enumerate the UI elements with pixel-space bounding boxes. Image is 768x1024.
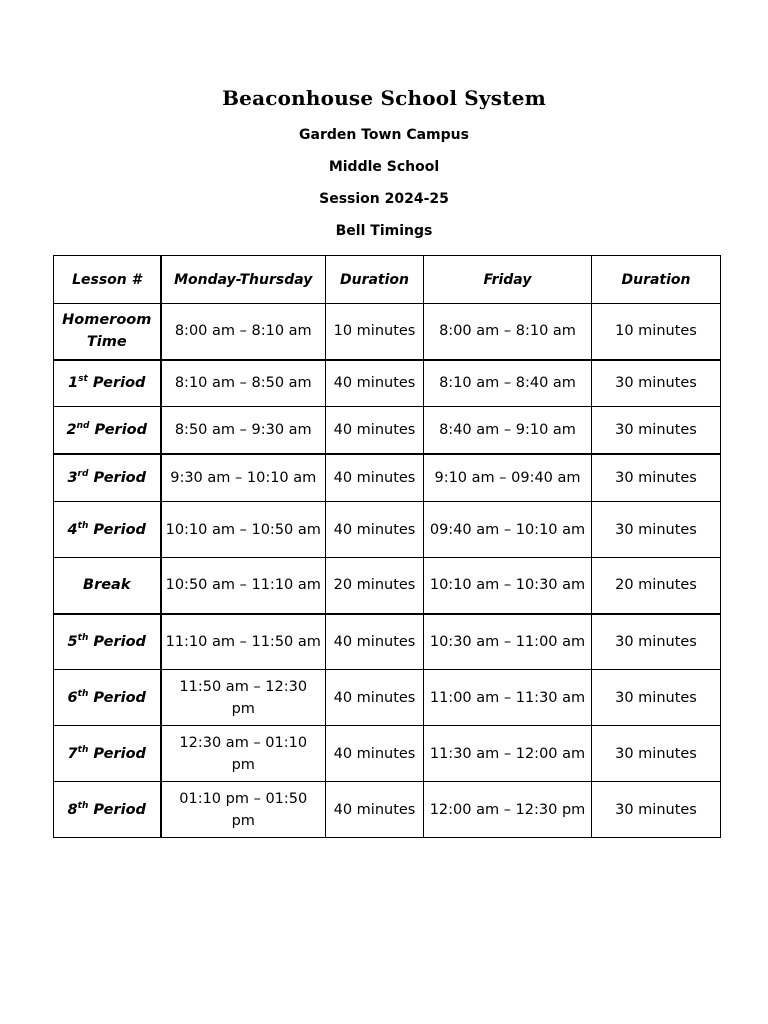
friday-duration-cell: 30 minutes [592, 407, 721, 454]
table-row [54, 454, 721, 502]
friday-duration-cell: 30 minutes [592, 454, 721, 502]
lesson-label: Homeroom Time [62, 312, 152, 351]
friday-duration-cell: 10 minutes [592, 304, 721, 360]
monday-thursday-time-cell: 11:10 am – 11:50 am [161, 614, 326, 670]
monday-thursday-time-cell: 8:00 am – 8:10 am [161, 304, 326, 360]
weekday-duration-cell: 40 minutes [326, 614, 424, 670]
weekday-duration-cell: 40 minutes [326, 407, 424, 454]
table-row [54, 726, 721, 782]
lesson-label: 2 [66, 421, 77, 438]
lesson-period-word: Period [88, 469, 147, 486]
table-row [54, 360, 721, 407]
weekday-duration-cell: 10 minutes [326, 304, 424, 360]
lesson-cell [54, 407, 161, 454]
table-row [54, 614, 721, 670]
lesson-label: Break [83, 577, 131, 594]
lesson-period-word: Period [88, 801, 146, 818]
lesson-label: 3 [67, 469, 78, 486]
lesson-cell [54, 558, 161, 614]
lesson-period-word: Period [88, 633, 146, 650]
lesson-period-word: Period [88, 521, 146, 538]
lesson-ordinal-suffix: th [77, 632, 89, 643]
table-row [54, 502, 721, 558]
weekday-duration-cell: 40 minutes [326, 360, 424, 407]
monday-thursday-time-cell: 11:50 am – 12:30 pm [161, 670, 326, 726]
friday-time-cell: 10:30 am – 11:00 am [424, 614, 592, 670]
friday-duration-cell: 20 minutes [592, 558, 721, 614]
friday-time-cell: 8:00 am – 8:10 am [424, 304, 592, 360]
friday-duration-cell: 30 minutes [592, 614, 721, 670]
school-name: Beaconhouse School System [222, 86, 546, 110]
document-title: Bell Timings [335, 223, 433, 239]
friday-duration-cell: 30 minutes [592, 726, 721, 782]
lesson-ordinal-suffix: nd [76, 420, 90, 431]
column-header-lesson: Lesson # [54, 256, 161, 304]
friday-time-cell: 11:00 am – 11:30 am [424, 670, 592, 726]
bell-timings-table [53, 255, 721, 838]
monday-thursday-time-cell: 10:10 am – 10:50 am [161, 502, 326, 558]
lesson-period-word: Period [88, 689, 146, 706]
lesson-label: 7 [67, 745, 78, 762]
lesson-ordinal-suffix: th [77, 688, 89, 699]
lesson-cell [54, 360, 161, 407]
table-row [54, 670, 721, 726]
monday-thursday-time-cell: 8:10 am – 8:50 am [161, 360, 326, 407]
table-row [54, 304, 721, 360]
lesson-ordinal-suffix: st [78, 374, 88, 385]
lesson-ordinal-suffix: th [77, 744, 89, 755]
weekday-duration-cell: 40 minutes [326, 670, 424, 726]
school-level: Middle School [328, 159, 440, 175]
monday-thursday-time-cell: 9:30 am – 10:10 am [161, 454, 326, 502]
lesson-ordinal-suffix: th [77, 800, 89, 811]
weekday-duration-cell: 40 minutes [326, 502, 424, 558]
weekday-duration-cell: 20 minutes [326, 558, 424, 614]
lesson-label: 5 [67, 633, 78, 650]
weekday-duration-cell: 40 minutes [326, 726, 424, 782]
column-header-monday-thursday: Monday-Thursday [161, 256, 326, 304]
table-row [54, 558, 721, 614]
lesson-label: 1 [68, 375, 79, 392]
monday-thursday-time-cell: 01:10 pm – 01:50 pm [161, 782, 326, 838]
monday-thursday-time-cell: 8:50 am – 9:30 am [161, 407, 326, 454]
friday-time-cell: 12:00 am – 12:30 pm [424, 782, 592, 838]
friday-time-cell: 09:40 am – 10:10 am [424, 502, 592, 558]
lesson-period-word: Period [89, 421, 148, 438]
friday-duration-cell: 30 minutes [592, 502, 721, 558]
campus-name: Garden Town Campus [299, 127, 469, 143]
lesson-ordinal-suffix: th [77, 520, 89, 531]
monday-thursday-time-cell: 12:30 am – 01:10 pm [161, 726, 326, 782]
lesson-label: 6 [67, 689, 78, 706]
monday-thursday-time-cell: 10:50 am – 11:10 am [161, 558, 326, 614]
table-row [54, 782, 721, 838]
friday-time-cell: 9:10 am – 09:40 am [424, 454, 592, 502]
friday-time-cell: 10:10 am – 10:30 am [424, 558, 592, 614]
lesson-ordinal-suffix: rd [77, 468, 89, 479]
weekday-duration-cell: 40 minutes [326, 454, 424, 502]
lesson-cell [54, 454, 161, 502]
lesson-cell [54, 670, 161, 726]
lesson-cell [54, 726, 161, 782]
lesson-period-word: Period [88, 745, 146, 762]
lesson-label: 8 [67, 801, 78, 818]
lesson-label: 4 [67, 521, 78, 538]
lesson-cell [54, 304, 161, 360]
column-header-friday: Friday [424, 256, 592, 304]
friday-duration-cell: 30 minutes [592, 360, 721, 407]
table-header-row [54, 256, 721, 304]
column-header-duration-weekday: Duration [326, 256, 424, 304]
weekday-duration-cell: 40 minutes [326, 782, 424, 838]
friday-duration-cell: 30 minutes [592, 782, 721, 838]
lesson-period-word: Period [87, 375, 146, 392]
friday-time-cell: 8:40 am – 9:10 am [424, 407, 592, 454]
table-row [54, 407, 721, 454]
lesson-cell [54, 614, 161, 670]
session-label: Session 2024-25 [319, 191, 449, 207]
lesson-cell [54, 502, 161, 558]
column-header-duration-friday: Duration [592, 256, 721, 304]
table-body [54, 304, 721, 838]
friday-time-cell: 8:10 am – 8:40 am [424, 360, 592, 407]
friday-time-cell: 11:30 am – 12:00 am [424, 726, 592, 782]
friday-duration-cell: 30 minutes [592, 670, 721, 726]
lesson-cell [54, 782, 161, 838]
